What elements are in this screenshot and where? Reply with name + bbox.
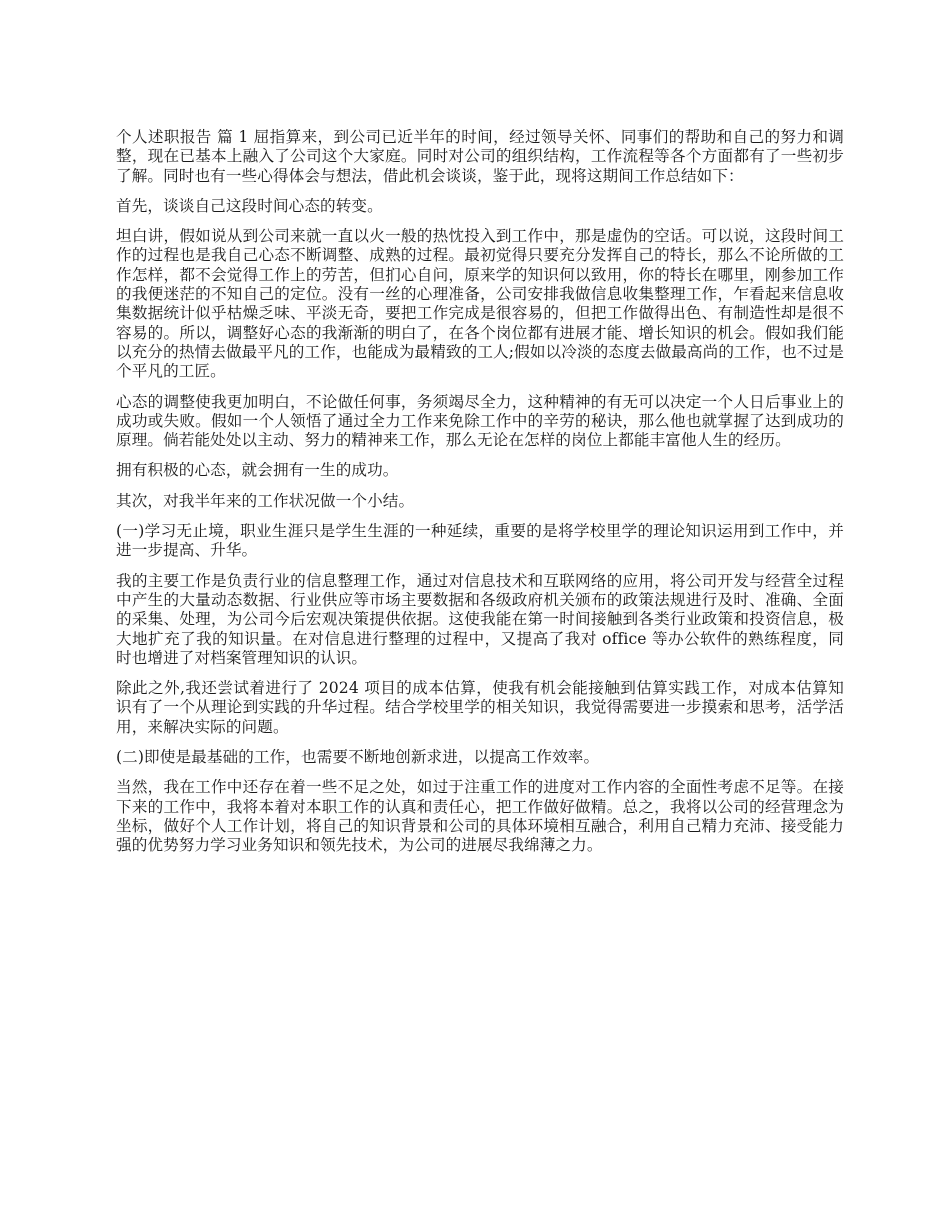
paragraph-intro: 个人述职报告 篇 1 屈指算来，到公司已近半年的时间，经过领导关怀、同事们的帮助和自己的努力和调整，现在已基本上融入了公司这个大家庭。同时对公司的组织结构，工作流程等各个方面都有了一些初步了解。同时也有一些心得体会与想法，借此机会谈谈，鉴于此，现将这期间工作总结如下： (116, 128, 844, 185)
paragraph-section-one-heading: (一)学习无止境，职业生涯只是学生生涯的一种延续，重要的是将学校里学的理论知识运用到工作中，并进一步提高、升华。 (116, 522, 844, 560)
paragraph-mindset-lesson: 心态的调整使我更加明白，不论做任何事，务须竭尽全力，这种精神的有无可以决定一个人日后事业上的成功或失败。假如一个人领悟了通过全力工作来免除工作中的辛劳的秘诀，那么他也就掌握了达到成功的原理。倘若能处处以主动、努力的精神来工作，那么无论在怎样的岗位上都能丰富他人生的经历。 (116, 392, 844, 450)
paragraph-positive-attitude: 拥有积极的心态，就会拥有一生的成功。 (116, 461, 399, 480)
paragraph-mindset-heading: 首先，谈谈自己这段时间心态的转变。 (116, 196, 383, 215)
paragraph-main-work: 我的主要工作是负责行业的信息整理工作，通过对信息技术和互联网络的应用，将公司开发与经营全过程中产生的大量动态数据、行业供应等市场主要数据和各级政府机关颁布的政策法规进行及时、准确、全面的采集、处理，为公司今后宏观决策提供依据。这使我能在第一时间接触到各类行业政策和投资信息，极大地扩充了我的知识量。在对信息进行整理的过程中，又提高了我对 office 等办公软件的熟练程度，同时也增进了对档案管理知识的认识。 (116, 571, 844, 667)
paragraph-section-two-heading: (二)即使是最基础的工作，也需要不断地创新求进，以提高工作效率。 (116, 748, 600, 767)
paragraph-cost-estimation: 除此之外,我还尝试着进行了 2024 项目的成本估算，使我有机会能接触到估算实践工作，对成本估算知识有了一个从理论到实践的升华过程。结合学校里学的相关知识，我觉得需要进一步摸索和思考，活学活用，来解决实际的问题。 (116, 679, 844, 736)
document-body (116, 128, 844, 867)
paragraph-work-summary-heading: 其次，对我半年来的工作状况做一个小结。 (116, 491, 415, 510)
paragraph-conclusion: 当然，我在工作中还存在着一些不足之处，如过于注重工作的进度对工作内容的全面性考虑不足等。在接下来的工作中，我将本着对本职工作的认真和责任心，把工作做好做精。总之，我将以公司的经营理念为坐标，做好个人工作计划，将自己的知识背景和公司的具体环境相互融合，利用自己精力充沛、接受能力强的优势努力学习业务知识和领先技术，为公司的进展尽我绵薄之力。 (116, 778, 844, 855)
paragraph-mindset-detail: 坦白讲，假如说从到公司来就一直以火一般的热忱投入到工作中，那是虚伪的空话。可以说，这段时间工作的过程也是我自己心态不断调整、成熟的过程。最初觉得只要充分发挥自己的特长，那么不论所做的工作怎样，都不会觉得工作上的劳苦，但扪心自问，原来学的知识何以致用，你的特长在哪里，刚参加工作的我便迷茫的不知自己的定位。没有一丝的心理准备，公司安排我做信息收集整理工作，乍看起来信息收集数据统计似乎枯燥乏味、平淡无奇，要把工作完成是很容易的，但把工作做得出色、有制造性却是很不容易的。所以，调整好心态的我渐渐的明白了，在各个岗位都有进展才能、增长知识的机会。假如我们能以充分的热情去做最平凡的工作，也能成为最精致的工人;假如以冷淡的态度去做最高尚的工作，也不过是个平凡的工匠。 (116, 227, 844, 381)
